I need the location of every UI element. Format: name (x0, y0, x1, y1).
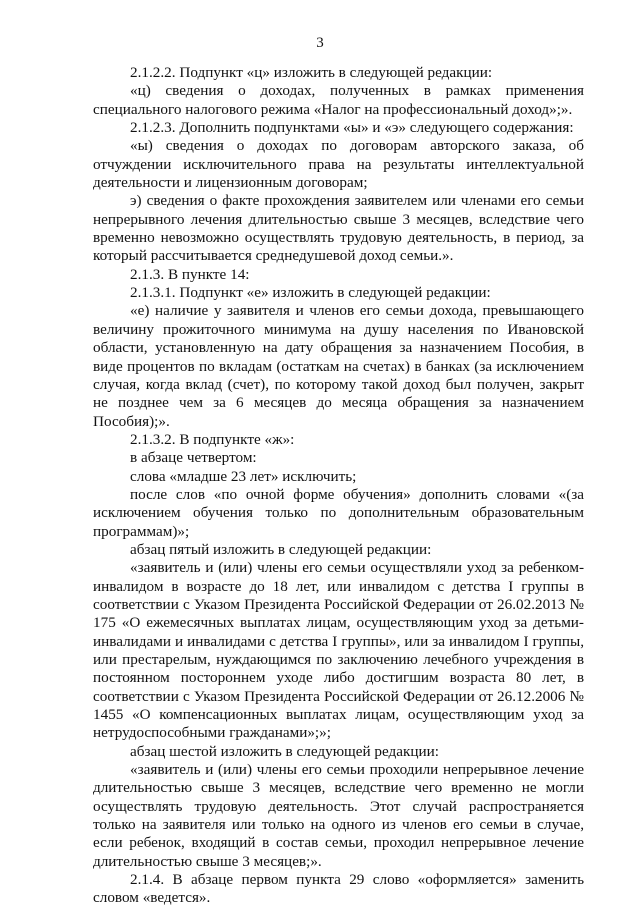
page-number: 3 (316, 35, 324, 51)
paragraph-2-1-2-2: 2.1.2.2. Подпункт «ц» изложить в следующей редакции: (130, 64, 493, 81)
paragraph-2-1-3: 2.1.3. В пункте 14: (130, 265, 250, 283)
paragraph-2-1-4: 2.1.4. В абзаце первом пункта 29 слово «оформляется» заменить словом «ведется». (93, 871, 584, 907)
paragraph-remove-words: слова «младше 23 лет» исключить; (130, 467, 357, 485)
paragraph-subitem-ye: «е) наличие у заявителя и членов его семьи дохода, превышающего величину прожиточного минимума на душу населения по Ивановской области, установленную на дату обращения за назначением Пособия, в виде процентов по вкладам (остаткам на счетах) в банках (за исключением случая, когда вклад (счет), по которому такой доход был получен, закрыт не позднее чем за 6 месяцев до месяца обращения за назначением Пособия);». (93, 302, 584, 430)
paragraph-sixth-abzats-text: «заявитель и (или) члены его семьи проходили непрерывное лечение длительностью свыше 3 месяцев, вследствие чего временно не могли осуществлять трудовую деятельность. Этот случай распространяется только на заявителя или только на одного из членов его семьи в случае, если ребенок, входящий в состав семьи, проходил непрерывное лечение длительностью свыше 3 месяцев;». (93, 761, 584, 870)
paragraph-2-1-2-3: 2.1.2.3. Дополнить подпунктами «ы» и «э» следующего содержания: (130, 119, 574, 137)
paragraph-subitem-ts: «ц) сведения о доходах, полученных в рамках применения специального налогового режима «Налог на профессиональный доход»;». (93, 82, 584, 118)
paragraph-sixth-abzats-intro: абзац шестой изложить в следующей редакции: (130, 742, 439, 760)
paragraph-subitem-e: э) сведения о факте прохождения заявителем или членами его семьи непрерывного лечения длительностью свыше 3 месяцев, вследствие чего временно невозможно осуществлять трудовую деятельность, в период, за который рассчитывается среднедушевой доход семьи.». (93, 192, 584, 265)
paragraph-2-1-3-2: 2.1.3.2. В подпункте «ж»: (130, 430, 295, 448)
paragraph-fifth-abzats-intro: абзац пятый изложить в следующей редакции: (130, 540, 432, 558)
paragraph-fourth-abzats: в абзаце четвертом: (130, 449, 257, 467)
paragraph-2-1-3-1: 2.1.3.1. Подпункт «е» изложить в следующей редакции: (130, 284, 491, 302)
paragraph-add-words: после слов «по очной форме обучения» дополнить словами «(за исключением обучения только по дополнительным образовательным программам)»; (93, 485, 584, 540)
document-body (93, 64, 584, 908)
paragraph-subitem-y: «ы) сведения о доходах по договорам авторского заказа, об отчуждении исключительного права на результаты интеллектуальной деятельности и лицензионным договорам; (93, 137, 584, 192)
paragraph-fifth-abzats-text: «заявитель и (или) члены его семьи осуществляли уход за ребенком-инвалидом в возрасте до 18 лет, или инвалидом с детства I группы в соответствии с Указом Президента Российской Федерации от 26.02.2013 № 175 «О ежемесячных выплатах лицам, осуществляющим уход за детьми-инвалидами и инвалидами с детства I группы», или за инвалидом I группы, или престарелым, нуждающимся по заключению лечебного учреждения в постоянном постороннем уходе либо достигшим возраста 80 лет, в соответствии с Указом Президента Российской Федерации от 26.12.2006 № 1455 «О компенсационных выплатах лицам, осуществляющим уход за нетрудоспособными гражданами»;»; (93, 559, 584, 742)
